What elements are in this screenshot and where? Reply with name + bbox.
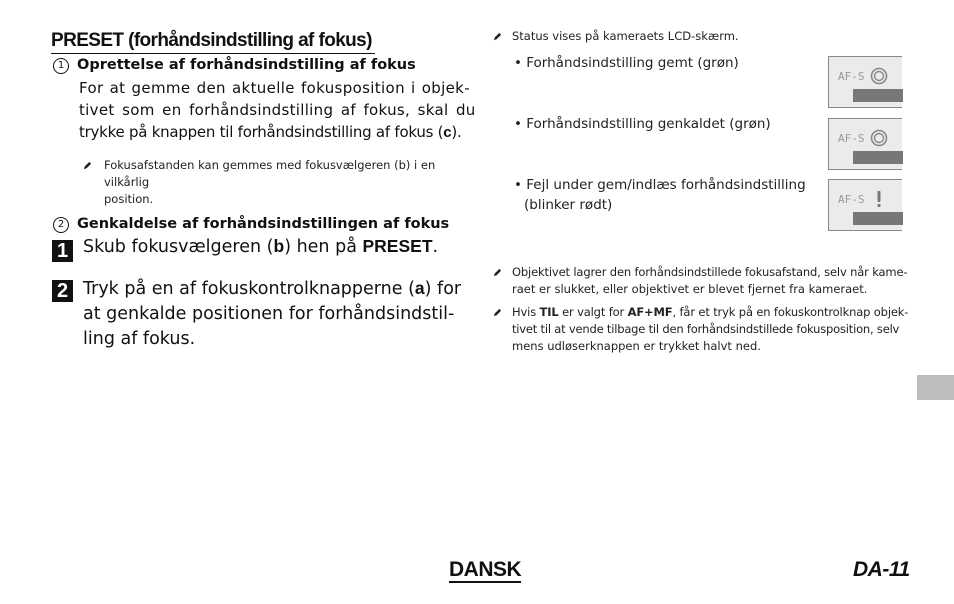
step2-text bbox=[83, 276, 463, 352]
note-line: tivet til at vende tilbage til den forhåndsindstillede fokusposition, selv bbox=[512, 322, 900, 336]
part1-note-line: position. bbox=[104, 192, 154, 206]
lcd-bar bbox=[853, 212, 903, 225]
lcd-display-error bbox=[828, 179, 902, 231]
status-item-text: Forhåndsindstilling gemt (grøn) bbox=[526, 55, 739, 71]
step1-target-label: PRESET bbox=[362, 236, 433, 256]
step1-text-b: ) hen på bbox=[284, 237, 363, 257]
footer-language: DANSK bbox=[449, 558, 522, 581]
target-icon bbox=[869, 66, 889, 86]
part1-body-line: For at gemme den aktuelle fokusposition i objek- bbox=[79, 79, 470, 97]
part1-body-line: tivet som en forhåndsindstilling af fokus, skal du bbox=[79, 101, 476, 119]
note-line: raet er slukket, eller objektivet er blevet fjernet fra kameraet. bbox=[512, 282, 868, 296]
step2-line1-a: Tryk på en af fokuskontrolknapperne ( bbox=[83, 279, 415, 299]
status-item-text: (blinker rødt) bbox=[524, 197, 613, 213]
lcd-mode-label: AF-S bbox=[838, 70, 865, 83]
lcd-display-saved bbox=[828, 56, 902, 108]
part1-note bbox=[104, 157, 464, 208]
note-afmf bbox=[512, 304, 909, 355]
pencil-icon bbox=[493, 32, 502, 41]
step1-text-c: . bbox=[432, 237, 439, 257]
part1-body-end: ). bbox=[451, 123, 462, 141]
step2-key-label: a bbox=[414, 278, 425, 298]
step2-line1-b: ) for bbox=[424, 279, 462, 299]
exclamation-icon bbox=[869, 189, 889, 209]
lcd-bar bbox=[853, 151, 903, 164]
part1-body-line bbox=[79, 121, 462, 144]
part1-number-badge: 1 bbox=[53, 58, 69, 74]
status-intro-text: Status vises på kameraets LCD-skærm. bbox=[512, 29, 739, 43]
part1-heading bbox=[53, 57, 416, 74]
lcd-mode-label: AF-S bbox=[838, 193, 865, 206]
status-item-saved: • Forhåndsindstilling gemt (grøn) bbox=[514, 55, 739, 71]
note-line bbox=[512, 304, 909, 321]
note-lens-memory bbox=[512, 264, 908, 298]
status-item-text: Forhåndsindstilling genkaldet (grøn) bbox=[526, 116, 771, 132]
pencil-icon bbox=[493, 268, 502, 277]
step1-key-label: b bbox=[273, 236, 285, 256]
part1-body bbox=[79, 77, 476, 144]
note-afmf-label: AF+MF bbox=[627, 305, 673, 319]
status-intro bbox=[512, 28, 739, 45]
step2-line: at genkalde positionen for forhåndsindstil- bbox=[83, 304, 455, 324]
note-text: , får et tryk på en fokuskontrolknap objek- bbox=[672, 305, 909, 319]
step2-line: ling af fokus. bbox=[83, 329, 196, 349]
note-til-label: TIL bbox=[539, 305, 559, 319]
target-icon bbox=[869, 128, 889, 148]
part2-heading-text: Genkaldelse af forhåndsindstillingen af fokus bbox=[77, 216, 450, 232]
note-text: er valgt for bbox=[558, 305, 628, 319]
status-item-text: Fejl under gem/indlæs forhåndsindstilling bbox=[526, 177, 806, 193]
footer-page-number: DA-11 bbox=[853, 558, 910, 581]
step1-text-a: Skub fokusvælgeren ( bbox=[83, 237, 274, 257]
section-title: PRESET (forhåndsindstilling af fokus) bbox=[51, 30, 375, 54]
step1-number-badge: 1 bbox=[52, 240, 73, 262]
note-line: mens udløserknappen er trykket halvt ned. bbox=[512, 339, 761, 353]
status-item-recalled: • Forhåndsindstilling genkaldet (grøn) bbox=[514, 116, 771, 132]
pencil-icon bbox=[83, 161, 92, 170]
step1-text bbox=[83, 236, 438, 257]
part2-number-badge: 2 bbox=[53, 217, 69, 233]
status-item-error: • Fejl under gem/indlæs forhåndsindstilling (blinker rødt) bbox=[514, 177, 806, 213]
part2-heading bbox=[53, 216, 449, 233]
note-text: Hvis bbox=[512, 305, 540, 319]
part1-note-line: Fokusafstanden kan gemmes med fokusvælgeren (b) i en vilkårlig bbox=[104, 158, 436, 189]
part1-key-label: c bbox=[443, 124, 452, 141]
part1-heading-text: Oprettelse af forhåndsindstilling af fokus bbox=[77, 57, 416, 73]
part1-body-text: trykke på knappen til forhåndsindstilling af fokus ( bbox=[79, 123, 444, 141]
note-line: Objektivet lagrer den forhåndsindstillede fokusafstand, selv når kame- bbox=[512, 265, 908, 279]
pencil-icon bbox=[493, 308, 502, 317]
lcd-bar bbox=[853, 89, 903, 102]
step2-line bbox=[83, 276, 463, 302]
section-tab bbox=[917, 375, 954, 400]
lcd-mode-label: AF-S bbox=[838, 132, 865, 145]
step2-number-badge: 2 bbox=[52, 280, 73, 302]
lcd-display-recalled bbox=[828, 118, 902, 170]
